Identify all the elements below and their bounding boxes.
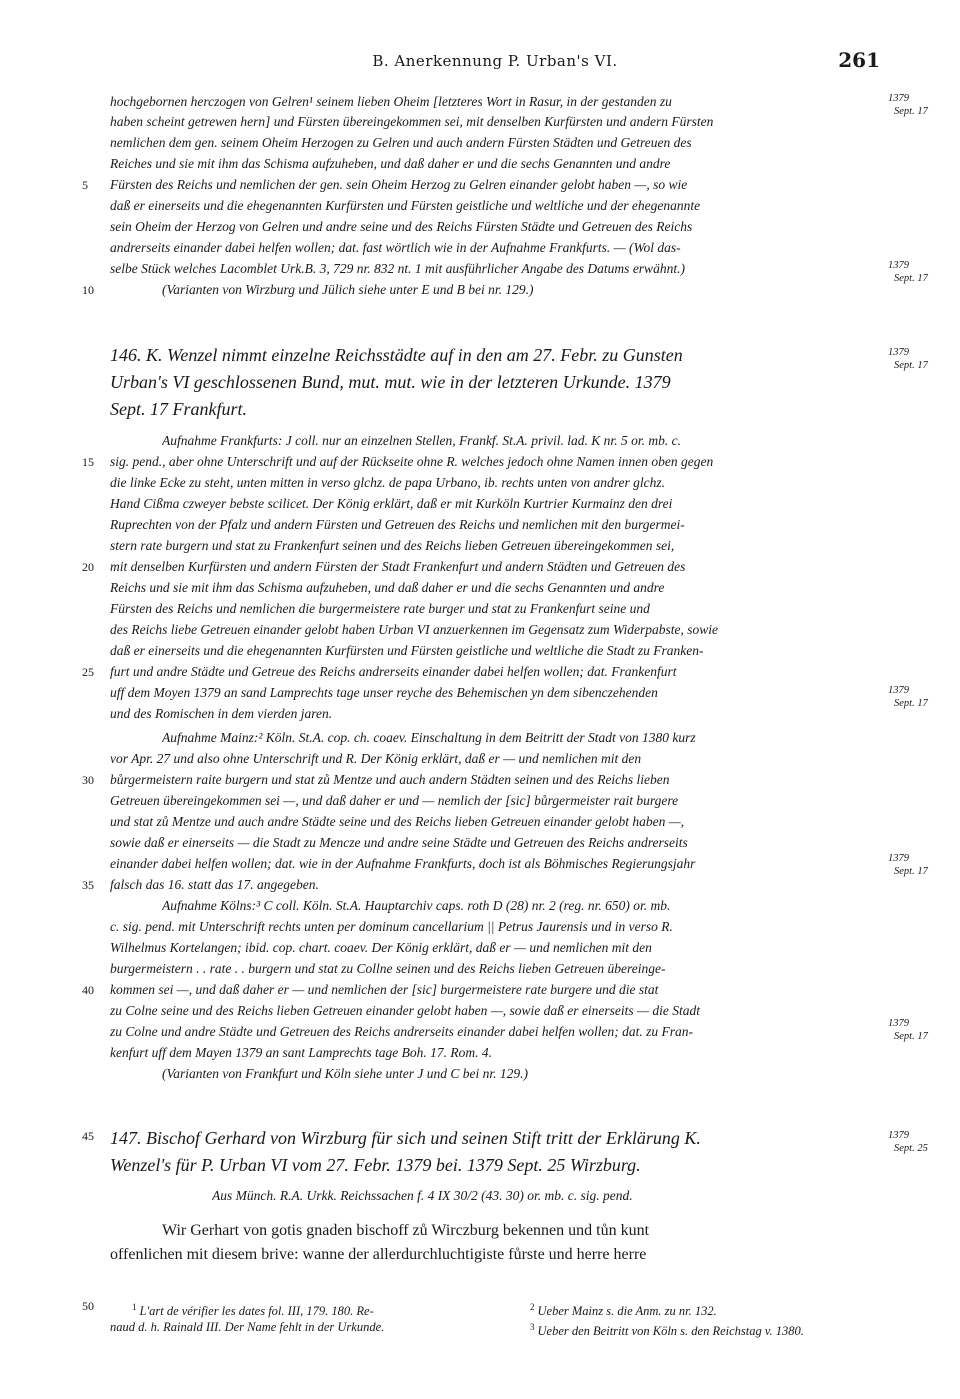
document-heading-line: Wenzel's für P. Urban VI vom 27. Febr. 1379 bei. 1379 Sept. 25 Wirzburg. xyxy=(110,1155,641,1175)
text-line: offenlichen mit diesem brive: wanne der allerdurchluchtigiste fůrste und herre herre xyxy=(110,1246,647,1263)
document-heading-line: Urban's VI geschlossenen Bund, mut. mut. wie in der letzteren Urkunde. 1379 xyxy=(110,372,671,392)
line-number: 5 xyxy=(82,178,88,192)
text-line: Reiches und sie mit ihm das Schisma aufzuheben, und daß daher er und die sechs Genannten und andre xyxy=(110,156,671,171)
text-line: Hand Cißma czweyer bebste scilicet. Der König erklärt, daß er mit Kurköln Kurtrier Kurmainz den drei xyxy=(110,496,673,511)
text-line: (Varianten von Wirzburg und Jülich siehe unter E und B bei nr. 129.) xyxy=(162,282,534,297)
line-number: 30 xyxy=(82,773,94,787)
text-line: Aufnahme Mainz:² Köln. St.A. cop. ch. coaev. Einschaltung in dem Beitritt der Stadt von 1380 kurz xyxy=(162,730,696,745)
text-line: kommen sei —, und daß daher er — und nemlichen der [sic] burgermeistere rate burgere und die stat xyxy=(110,982,659,997)
text-line: sig. pend., aber ohne Unterschrift und auf der Rückseite ohne R. welches jedoch ohne Namen innen oben gegen xyxy=(110,454,714,469)
margin-date: Sept. 25 xyxy=(894,1143,928,1154)
footnote-text: L'art de vérifier les dates fol. III, 179. 180. Re- xyxy=(139,1304,374,1319)
text-line: haben scheint getrewen hern] und Fürsten übereingekommen sei, mit denselben Kurfürsten und andern Fürsten xyxy=(110,114,714,129)
margin-date-note xyxy=(888,1129,948,1155)
margin-date-note xyxy=(888,259,948,285)
text-line: daß er einerseits und die ehegenannten Kurfürsten und Fürsten geistliche und weltliche die Stadt zu Franken- xyxy=(110,643,704,658)
margin-year: 1379 xyxy=(888,260,909,271)
footnote-mark: 1 xyxy=(132,1302,137,1312)
text-line: mit denselben Kurfürsten und andern Fürsten der Stadt Frankenfurt und andern Städten und Getreuen des xyxy=(110,559,686,574)
margin-year: 1379 xyxy=(888,1130,909,1141)
footnote-mark: 2 xyxy=(530,1302,535,1312)
text-line: und stat zů Mentze und auch andre Städte seine und des Reichs lieben Getreuen einander gelobt haben —, xyxy=(110,814,685,829)
line-number: 40 xyxy=(82,983,94,997)
line-number: 35 xyxy=(82,878,94,892)
text-line: Wir Gerhart von gotis gnaden bischoff zů Wirczburg bekennen und tůn kunt xyxy=(162,1222,650,1239)
text-line: vor Apr. 27 und also ohne Unterschrift und R. Der König erklärt, daß er — und nemlichen mit den xyxy=(110,751,642,766)
text-line: sowie daß er einerseits — die Stadt zu Mencze und andre seine Städte und Getreuen des Reichs andrerseits xyxy=(110,835,688,850)
text-line: kenfurt uff dem Mayen 1379 an sant Lamprechts tage Boh. 17. Rom. 4. xyxy=(110,1045,492,1060)
margin-date: Sept. 17 xyxy=(894,106,928,117)
margin-year: 1379 xyxy=(888,347,909,358)
text-line: Aufnahme Kölns:³ C coll. Köln. St.A. Hauptarchiv caps. roth D (28) nr. 2 (reg. nr. 650) or. mb. xyxy=(162,898,671,913)
text-line: Aufnahme Frankfurts: J coll. nur an einzelnen Stellen, Frankf. St.A. privil. lad. K nr. 5 or. mb. c. xyxy=(162,433,681,448)
footnote xyxy=(530,1317,804,1341)
margin-year: 1379 xyxy=(888,93,909,104)
margin-date-note xyxy=(888,92,948,118)
margin-year: 1379 xyxy=(888,1018,909,1029)
line-number: 50 xyxy=(82,1299,94,1313)
text-line: zu Colne und andre Städte und Getreuen des Reichs andrerseits einander dabei helfen wollen; dat. zu Fran- xyxy=(110,1024,694,1039)
margin-date: Sept. 17 xyxy=(894,360,928,371)
margin-date-note xyxy=(888,346,948,372)
margin-date-note xyxy=(888,852,948,878)
footnote-text: Ueber Mainz s. die Anm. zu nr. 132. xyxy=(537,1304,717,1319)
text-line: burgermeistern . . rate . . burgern und stat zu Collne seinen und des Reichs lieben Getreuen übereinge- xyxy=(110,961,666,976)
margin-date: Sept. 17 xyxy=(894,866,928,877)
text-line: uff dem Moyen 1379 an sand Lamprechts tage unser reyche des Behemischen yn dem sibenczehenden xyxy=(110,685,658,700)
text-line: Getreuen übereingekommen sei —, und daß daher er und — nemlich der [sic] bůrgermeister rait burgere xyxy=(110,793,679,808)
line-number: 15 xyxy=(82,455,94,469)
text-line: Aus Münch. R.A. Urkk. Reichssachen f. 4 IX 30/2 (43. 30) or. mb. c. sig. pend. xyxy=(212,1188,633,1203)
text-line: die linke Ecke zu steht, unten mitten in verso glchz. de papa Urbano, ib. rechts unten von andrer glchz. xyxy=(110,475,666,490)
footnote-mark: 3 xyxy=(530,1322,535,1332)
text-line: Ruprechten von der Pfalz und andern Fürsten und Getreuen des Reichs und nemlichen mit den burgermei- xyxy=(110,517,685,532)
footnote xyxy=(110,1317,384,1337)
footnote-text: Ueber den Beitritt von Köln s. den Reichstag v. 1380. xyxy=(537,1324,804,1339)
margin-year: 1379 xyxy=(888,853,909,864)
document-heading-line: Sept. 17 Frankfurt. xyxy=(110,399,247,419)
text-line: Fürsten des Reichs und nemlichen der gen. sein Oheim Herzog zu Gelren einander gelobt haben —, so wie xyxy=(110,177,688,192)
text-line: Reichs und sie mit ihm das Schisma aufzuheben, und daß daher er und die sechs Genannten und andre xyxy=(110,580,665,595)
document-heading-line: 146. K. Wenzel nimmt einzelne Reichsstädte auf in den am 27. Febr. zu Gunsten xyxy=(110,345,683,365)
page-header xyxy=(110,48,880,72)
text-line: bůrgermeistern raite burgern und stat zů Mentze und auch andern Städten seinen und des Reichs lieben xyxy=(110,772,670,787)
page-number: 261 xyxy=(838,48,880,72)
text-line: stern rate burgern und stat zu Frankenfurt seinen und des Reichs lieben Getreuen übereingekommen sei, xyxy=(110,538,675,553)
margin-date-note xyxy=(888,684,948,710)
margin-date: Sept. 17 xyxy=(894,273,928,284)
line-number: 20 xyxy=(82,560,94,574)
line-number: 25 xyxy=(82,665,94,679)
text-line: falsch das 16. statt das 17. angegeben. xyxy=(110,877,319,892)
text-line: furt und andre Städte und Getreue des Reichs andrerseits einander dabei helfen wollen; dat. Frankenfurt xyxy=(110,664,677,679)
running-head: B. Anerkennung P. Urban's VI. xyxy=(372,52,618,70)
text-line: (Varianten von Frankfurt und Köln siehe unter J und C bei nr. 129.) xyxy=(162,1066,528,1081)
text-line: selbe Stück welches Lacomblet Urk.B. 3, 729 nr. 832 nt. 1 mit ausführlicher Angabe des Datums erwähnt.) xyxy=(110,261,685,276)
text-line: zu Colne seine und des Reichs lieben Getreuen einander gelobt haben —, sowie daß er einerseits — die Stadt xyxy=(110,1003,701,1018)
text-line: einander dabei helfen wollen; dat. wie in der Aufnahme Frankfurts, doch ist als Böhmisches Regierungsjahr xyxy=(110,856,696,871)
text-line: hochgebornen herczogen von Gelren¹ seinem lieben Oheim [letzteres Wort in Rasur, in der gestanden zu xyxy=(110,94,672,109)
line-number: 45 xyxy=(82,1129,94,1143)
margin-date: Sept. 17 xyxy=(894,1031,928,1042)
margin-year: 1379 xyxy=(888,685,909,696)
margin-date-note xyxy=(888,1017,948,1043)
text-line: des Reichs liebe Getreuen einander gelobt haben Urban VI anzuerkennen im Gegensatz zum Widerpabste, sowie xyxy=(110,622,719,637)
text-line: andrerseits einander dabei helfen wollen; dat. fast wörtlich wie in der Aufnahme Frankfurts. — (Wol das- xyxy=(110,240,681,255)
text-line: sein Oheim der Herzog von Gelren und andre seine und des Reichs Fürsten Städte und Getreuen des Reichs xyxy=(110,219,693,234)
text-line: Fürsten des Reichs und nemlichen die burgermeistere rate burger und stat zu Frankenfurt seine und xyxy=(110,601,650,616)
footnote-text: naud d. h. Rainald III. Der Name fehlt in der Urkunde. xyxy=(110,1320,385,1334)
text-line: nemlichen dem gen. seinem Oheim Herzogen zu Gelren und auch andern Fürsten Städten und Getreuen des xyxy=(110,135,692,150)
line-number: 10 xyxy=(82,283,94,297)
margin-date: Sept. 17 xyxy=(894,698,928,709)
text-line: Wilhelmus Kortelangen; ibid. cop. chart. coaev. Der König erklärt, daß er — und nemlichen mit den xyxy=(110,940,652,955)
document-heading-line: 147. Bischof Gerhard von Wirzburg für sich und seinen Stift tritt der Erklärung K. xyxy=(110,1128,701,1148)
text-line: daß er einerseits und die ehegenannten Kurfürsten und Fürsten geistliche und weltliche und der ehegenannte xyxy=(110,198,701,213)
text-line: c. sig. pend. mit Unterschrift rechts unten per dominum cancellarium || Petrus Jaurensis und in verso R. xyxy=(110,919,673,934)
text-line: und des Romischen in dem vierden jaren. xyxy=(110,706,333,721)
